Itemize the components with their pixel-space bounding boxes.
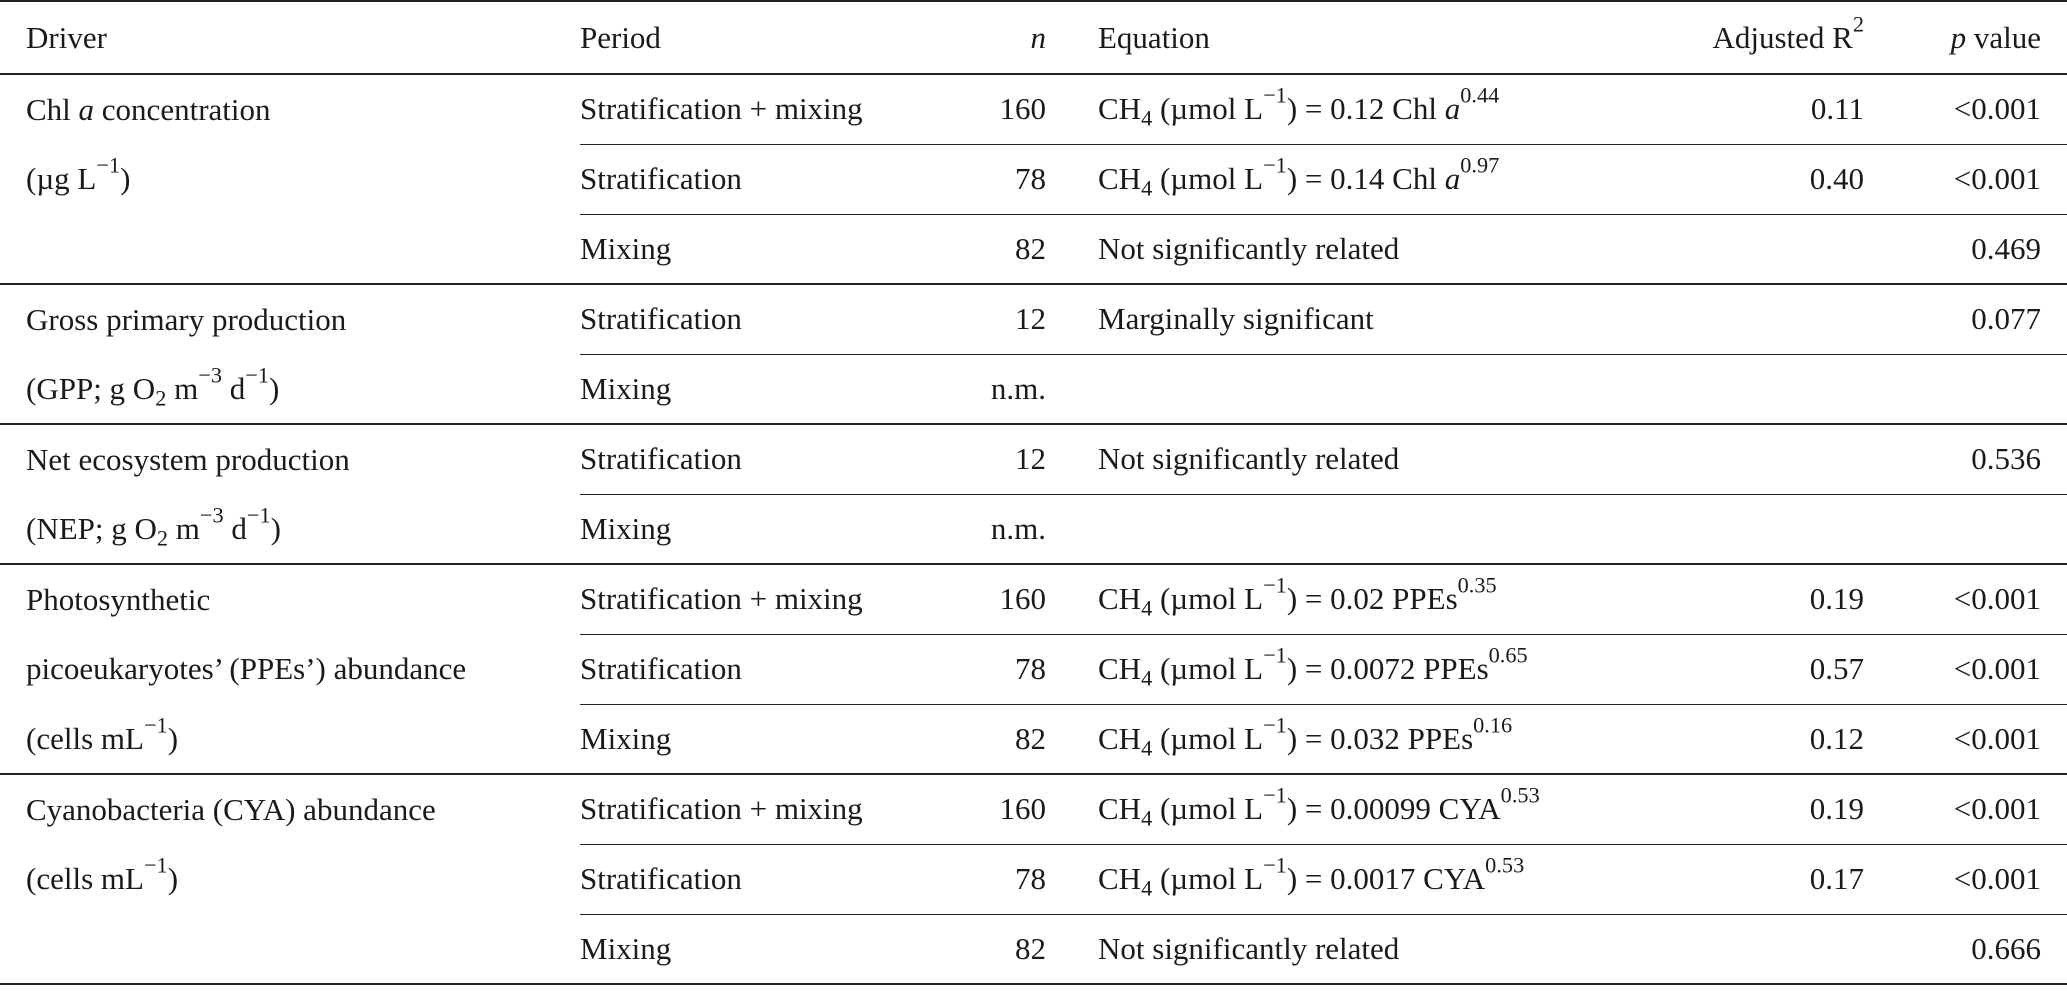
equation-cell: Not significantly related [1080, 424, 1680, 494]
header-period: Period [580, 1, 930, 74]
period-cell: Stratification [580, 634, 930, 704]
table-row [0, 844, 2067, 914]
n-cell: 160 [930, 564, 1080, 634]
r2-cell [1680, 914, 1882, 984]
p-value-cell: <0.001 [1882, 634, 2067, 704]
n-cell: 78 [930, 144, 1080, 214]
table-row [0, 494, 2067, 564]
equation-cell: $CH_4$ (µmol $L^{-1}) = 0.00099$ $CYA^{0.53}$ [1080, 774, 1680, 844]
driver-cell: (cells $mL^{-1}$) [26, 852, 179, 896]
table-row [0, 914, 2067, 984]
table-row [0, 144, 2067, 214]
p-value-cell: 0.666 [1882, 914, 2067, 984]
equation-cell [1080, 354, 1680, 424]
table-row [0, 214, 2067, 284]
period-cell: Mixing [580, 704, 930, 774]
period-cell: Mixing [580, 354, 930, 424]
equation-cell: Marginally significant [1080, 284, 1680, 354]
r2-cell [1680, 354, 1882, 424]
p-value-cell: <0.001 [1882, 704, 2067, 774]
n-cell: 82 [930, 214, 1080, 284]
n-cell: 82 [930, 704, 1080, 774]
table-row [0, 74, 2067, 144]
p-value-cell: <0.001 [1882, 144, 2067, 214]
period-cell: Stratification [580, 144, 930, 214]
header-equation: Equation [1080, 1, 1680, 74]
table-row [0, 354, 2067, 424]
period-cell: Stratification + mixing [580, 564, 930, 634]
equation-cell [1080, 494, 1680, 564]
p-value-cell: <0.001 [1882, 74, 2067, 144]
r2-cell [1680, 494, 1882, 564]
period-cell: Stratification [580, 424, 930, 494]
n-cell: 12 [930, 284, 1080, 354]
n-cell: 82 [930, 914, 1080, 984]
header-row [0, 1, 2067, 74]
r2-cell: 0.19 [1680, 564, 1882, 634]
driver-cell: (NEP; g $O_2$ $m^{-3}$ $d^{-1}$) [0, 494, 580, 564]
equation-cell: $CH_4$ (µmol $L^{-1}) = 0.0017$ $CYA^{0.53}$ [1080, 844, 1680, 914]
p-value-cell: <0.001 [1882, 774, 2067, 844]
period-cell: Mixing [580, 494, 930, 564]
equation-cell: $CH_4$ (µmol $L^{-1}) = 0.02$ PPEs$^{0.35}$ [1080, 564, 1680, 634]
driver-cell: picoeukaryotes’ (PPEs’) abundance [26, 651, 467, 686]
equation-cell: $CH_4$ (µmol $L^{-1}) = 0.12$ Chl $a^{0.44}$ [1080, 74, 1680, 144]
r2-cell [1680, 214, 1882, 284]
period-cell: Stratification + mixing [580, 774, 930, 844]
table-row [0, 284, 2067, 354]
driver-cell: Chl a concentration [26, 91, 271, 127]
equation-cell: $CH_4$ (µmol $L^{-1}) = 0.032$ PPEs$^{0.16}$ [1080, 704, 1680, 774]
n-cell: n.m. [930, 354, 1080, 424]
n-cell: 160 [930, 74, 1080, 144]
p-value-cell [1882, 354, 2067, 424]
table-row [0, 424, 2067, 494]
header-n: n [930, 1, 1080, 74]
r2-cell: 0.57 [1680, 634, 1882, 704]
header-driver: Driver [0, 1, 580, 74]
equation-cell: $CH_4$ (µmol $L^{-1}) = 0.14$ Chl $a^{0.97}$ [1080, 144, 1680, 214]
period-cell: Stratification + mixing [580, 74, 930, 144]
p-value-cell: <0.001 [1882, 564, 2067, 634]
n-cell: 78 [930, 634, 1080, 704]
p-value-cell [1882, 494, 2067, 564]
driver-cell: (GPP; g $O_2$ $m^{-3}$ $d^{-1}$) [0, 354, 580, 424]
table-row [0, 704, 2067, 774]
n-cell: 78 [930, 844, 1080, 914]
header-p-value: p value [1882, 1, 2067, 74]
p-value-cell: 0.536 [1882, 424, 2067, 494]
table-row [0, 564, 2067, 634]
driver-cell: (cells $mL^{-1}$) [0, 704, 580, 774]
r2-cell [1680, 424, 1882, 494]
r2-cell: 0.19 [1680, 774, 1882, 844]
equation-cell: Not significantly related [1080, 214, 1680, 284]
period-cell: Mixing [580, 914, 930, 984]
driver-cell: Gross primary production [26, 301, 347, 337]
equation-cell: $CH_4$ (µmol $L^{-1}) = 0.0072$ PPEs$^{0.65}$ [1080, 634, 1680, 704]
driver-cell: Net ecosystem production [26, 441, 350, 477]
n-cell: n.m. [930, 494, 1080, 564]
p-value-cell: 0.469 [1882, 214, 2067, 284]
r2-cell: 0.40 [1680, 144, 1882, 214]
period-cell: Mixing [580, 214, 930, 284]
p-value-cell: <0.001 [1882, 844, 2067, 914]
r2-cell [1680, 284, 1882, 354]
driver-cell: Cyanobacteria (CYA) abundance [26, 791, 436, 827]
r2-cell: 0.12 [1680, 704, 1882, 774]
table-row [0, 774, 2067, 844]
driver-cell: Photosynthetic [26, 581, 211, 617]
period-cell: Stratification [580, 844, 930, 914]
r2-cell: 0.11 [1680, 74, 1882, 144]
period-cell: Stratification [580, 284, 930, 354]
p-value-cell: 0.077 [1882, 284, 2067, 354]
n-cell: 12 [930, 424, 1080, 494]
r2-cell: 0.17 [1680, 844, 1882, 914]
equation-cell: Not significantly related [1080, 914, 1680, 984]
driver-cell: (µg $L^{-1}$) [26, 152, 131, 196]
driver-cell [0, 914, 580, 984]
n-cell: 160 [930, 774, 1080, 844]
header-adjusted-r2: Adjusted $R^2$ [1680, 1, 1882, 74]
driver-cell [0, 214, 580, 284]
table-row [0, 634, 2067, 704]
